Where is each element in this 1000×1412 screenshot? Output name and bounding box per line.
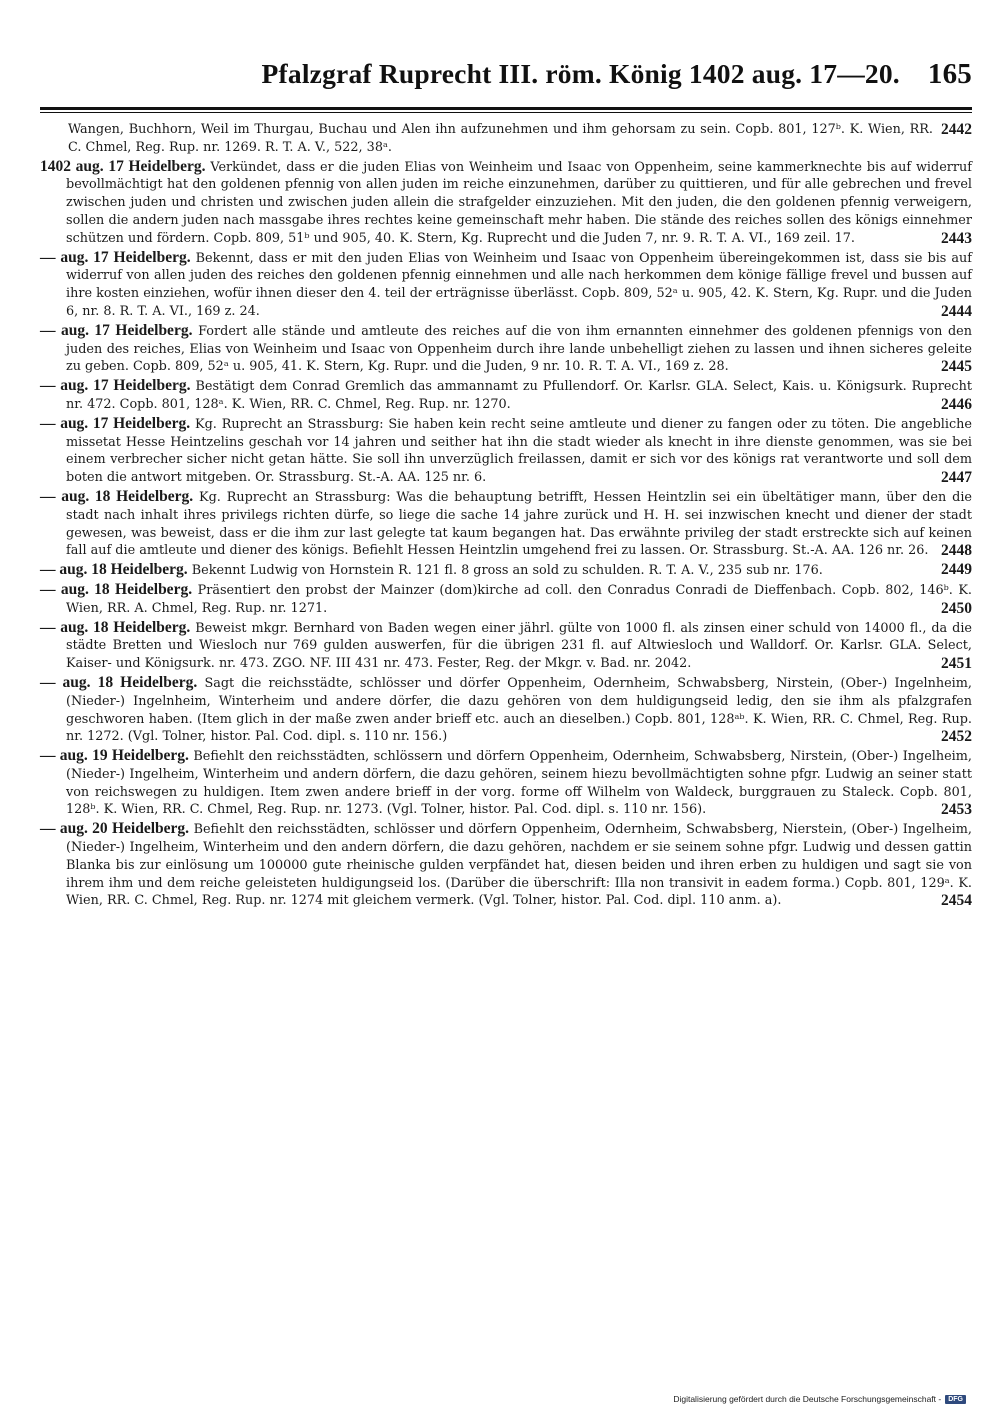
entry-text: Befiehlt den reichsstädten, schlössern und dörfern Oppenheim, Odernheim, Schwabsberg, Nirstein, (Ober-) Ingelheim, (Nieder-) Ingelheim, Winterheim und andern dörfern, die dazu gehören, seinem hiezu bevollmächtigten sohne pfgr. Ludwig an seiner statt von reichswegen zu huldigen. Item zwen andere brieff in der vorg. forme off Wilhelm von Waldeck, burggrauen zu Staleck. Copb. 801, 128ᵇ. K. Wien, RR. C. Chmel, Reg. Rup. nr. 1273. (Vgl. Tolner, histor. Pal. Cod. dipl. s. 110 nr. 156). [66,749,972,818]
entry-date-place: — aug. 18 Heidelberg. [40,618,191,636]
entry-date-place: — aug. 19 Heidelberg. [40,747,189,765]
funding-footer [673,1394,966,1404]
regest-entry [40,747,972,819]
entry-number: 2448 [941,542,972,560]
regest-entry [40,322,972,376]
regest-entry [40,249,972,321]
entry-date-place: — aug. 18 Heidelberg. [40,580,193,598]
entry-date-place: — aug. 17 Heidelberg. [40,377,191,395]
entry-number: 2443 [941,229,972,247]
regest-entry [40,488,972,560]
entry-text: Kg. Ruprecht an Strassburg: Was die behauptung betrifft, Hessen Heintzlin sei ein übeltätiger mann, über den die stadt nach inhalt ihres privilegs richten dürfe, so liege die sache 14 jahre zurück und H. H. sei inzwischen knecht und diener der stadt gewesen, was beweist, dass er die ihm zur last gelegte tat kaum begangen hat. Das erwähnte privileg der stadt erstreckte sich auf keinen fall auf die amtleute und diener des königs. Befiehlt Hessen Heintzlin umgehend frei zu lassen. Or. Strassburg. St.-A. AA. 126 nr. 26. [66,489,972,559]
entry-number: 2454 [941,892,972,910]
entry-date-place: — aug. 17 Heidelberg. [40,414,191,432]
entry-text: Fordert alle stände und amtleute des reiches auf die von ihm ernannten einnehmer des goldenen pfennigs von den juden des reiches, Elias von Weinheim und Isaac von Oppenheim durch ihre lande unbehelligt ziehen zu lassen und ihnen sicheres geleite zu geben. Copb. 809, 52ᵃ u. 905, 41. K. Stern, Kg. Rupr. und die Juden, 9 nr. 10. R. T. A. VI., 169 z. 28. [66,323,972,375]
entry-date-place: 1402 aug. 17 Heidelberg. [40,157,206,175]
entry-text: Beweist mkgr. Bernhard von Baden wegen einer jährl. gülte von 1000 fl. als zinsen einer schuld von 14000 fl., da die städte Bretten und Wiesloch nur 769 gulden auswerfen, für die übrigen 231 fl. auf Altwiesloch und Walldorf. Or. Karlsr. GLA. Select, Kaiser- und Königsurk. nr. 473. ZGO. NF. III 431 nr. 473. Fester, Reg. der Mkgr. v. Bad. nr. 2042. [66,620,972,672]
entry-number: 2450 [941,599,972,617]
regest-entry [40,820,972,910]
entry-text: Präsentiert den probst der Mainzer (dom)kirche ad coll. den Conradus Conradi de Dieffenbach. Copb. 802, 146ᵇ. K. Wien, RR. A. Chmel, Reg. Rup. nr. 1271. [66,582,972,616]
entry-date-place: — aug. 17 Heidelberg. [40,321,193,339]
entry-text: Befiehlt den reichsstädten, schlösser und dörfern Oppenheim, Odernheim, Schwabsberg, Nierstein, (Ober-) Ingelheim, (Nieder-) Ingelheim, Winterheim und den andern dörfern, die dazu gehören, nachdem er sie seinem sohne pfgr. Ludwig und dessen gattin Blanka bis zur einlösung um 100000 gute rheinische gulden verpfändet hat, diesen beiden und ihren erben zu huldigen und sagt sie von ihrem ihm und dem reiche geleisteten huldigungseid los. (Darüber die überschrift: Illa non transivit in eadem forma.) Copb. 801, 129ᵃ. K. Wien, RR. C. Chmel, Reg. Rup. nr. 1274 mit gleichem vermerk. (Vgl. Tolner, histor. Pal. Cod. dipl. 110 anm. a). [66,822,972,909]
entry-text: Bekennt, dass er mit den juden Elias von Weinheim und Isaac von Oppenheim übereingekommen ist, dass sie bis auf widerruf von allen juden des reiches den goldenen pfennig einnehmen und alle nach herkommen dem könige fällige frevel und bussen auf ihre kosten einziehen, wofür ihnen dieser den 4. teil der erträgnisse überlässt. Copb. 809, 52ᵃ u. 905, 42. K. Stern, Kg. Rupr. und die Juden 6, nr. 8. R. T. A. VI., 169 z. 24. [66,250,972,319]
entry-text: Bestätigt dem Conrad Gremlich das ammannamt zu Pfullendorf. Or. Karlsr. GLA. Select, Kais. u. Königsurk. Ruprecht nr. 472. Copb. 801, 128ᵃ. K. Wien, RR. C. Chmel, Reg. Rup. nr. 1270. [66,379,972,412]
entry-number: 2442 [941,121,972,138]
regest-entry [40,121,972,157]
entry-number: 2449 [941,561,972,579]
entry-text: Kg. Ruprecht an Strassburg: Sie haben kein recht seine amtleute und diener zu fangen oder zu töten. Die angebliche missetat Hesse Heintzelins geschah vor 14 jahren und seither hat ihn die stadt wieder als knecht in ihre dienste genommen, was sie bei einem verbrecher sicher nicht getan hätte. Sie soll ihn unverzüglich freilassen, damit er sich vor des königs rat verantworte und soll dem boten die antwort mitgeben. Or. Strassburg. St.-A. AA. 125 nr. 6. [66,416,972,486]
entry-text: Wangen, Buchhorn, Weil im Thurgau, Buchau und Alen ihn aufzunehmen und ihm gehorsam zu sein. Copb. 801, 127ᵇ. K. Wien, RR. C. Chmel, Reg. Rup. nr. 1269. R. T. A. V., 522, 38ᵃ. [68,122,933,155]
entry-number: 2453 [941,801,972,819]
regest-entry [40,619,972,673]
page-title: Pfalzgraf Ruprecht III. röm. König 1402 aug. 17—20. [261,58,900,89]
entry-date-place: — aug. 20 Heidelberg. [40,820,190,838]
page-number: 165 [927,58,972,90]
entry-number: 2446 [941,395,972,413]
regest-entry [40,581,972,618]
entry-date-place: — aug. 17 Heidelberg. [40,248,191,266]
regest-entry [40,674,972,746]
document-page [40,58,972,911]
regest-entry [40,377,972,414]
entry-text: Verkündet, dass er die juden Elias von Weinheim und Isaac von Oppenheim, seine kammerknechte bis auf widerruf bevollmächtigt hat den goldenen pfennig von allen juden im reiche einzunehmen, darüber zu quittieren, und für alle gebrechen und frevel zwischen juden und christen und zwischen juden allein die strafgelder einzuziehen. Mit den juden, die den goldenen pfennig verweigern, sollen die andern juden nach massgabe ihres rechtes keine gemeinschaft mehr haben. Die stände des reiches sollen des königs einnehmer schützen und fördern. Copb. 809, 51ᵇ und 905, 40. K. Stern, Kg. Ruprecht und die Juden 7, nr. 9. R. T. A. VI., 169 zeil. 17. [66,159,972,246]
regest-list [40,121,972,910]
entry-text: Sagt die reichsstädte, schlösser und dörfer Oppenheim, Odernheim, Schwabsberg, Nirstein, (Ober-) Ingelnheim, (Nieder-) Ingelnheim, Winterheim und andere dörfer, die dazu gehören von dem huldigungseid ledig, den sie ihm als pfalzgrafen geschworen haben. (Item glich in der maße zwen ander brieff etc. auch an dieselben.) Copb. 801, 128ᵃᵇ. K. Wien, RR. C. Chmel, Reg. Rup. nr. 1272. (Vgl. Tolner, histor. Pal. Cod. dipl. s. 110 nr. 156.) [66,675,972,745]
entry-number: 2451 [941,655,972,673]
funding-note: Digitalisierung gefördert durch die Deutsche Forschungsgemeinschaft - [673,1394,942,1404]
header-rule [40,107,972,113]
regest-entry [40,158,972,248]
entry-date-place: — aug. 18 Heidelberg. [40,487,194,505]
dfg-logo: DFG [945,1395,966,1404]
entry-date-place: — aug. 18 Heidelberg. [40,673,198,691]
entry-number: 2444 [941,302,972,320]
running-header [40,58,972,91]
entry-number: 2452 [941,728,972,746]
entry-text: Bekennt Ludwig von Hornstein R. 121 fl. 8 gross an sold zu schulden. R. T. A. V., 235 sub nr. 176. [191,563,823,579]
regest-entry [40,561,972,580]
entry-number: 2445 [941,358,972,376]
regest-entry [40,415,972,487]
entry-number: 2447 [941,469,972,487]
entry-date-place: — aug. 18 Heidelberg. [40,561,188,579]
